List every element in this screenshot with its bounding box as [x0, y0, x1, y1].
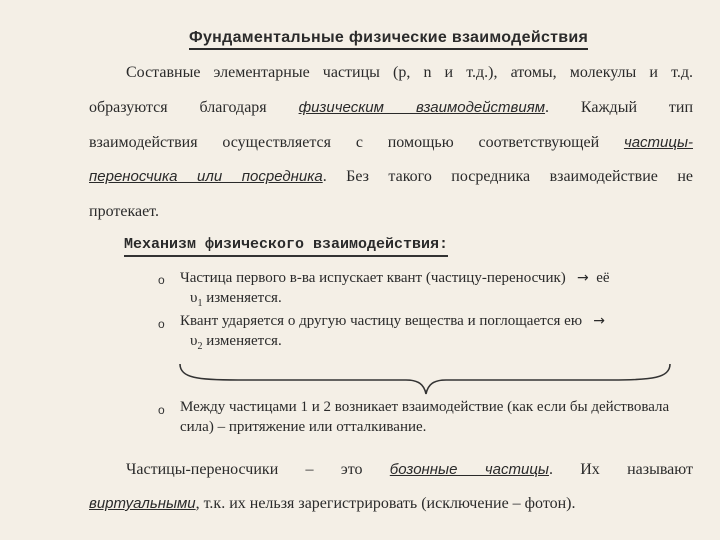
term-physical-interactions: физическим взаимодействиям	[298, 99, 546, 116]
velocity-symbol-1: υ	[190, 290, 198, 306]
bullet-marker-1: o	[158, 273, 165, 287]
bullet-1-tail: её	[596, 270, 610, 286]
intro-line-3	[89, 134, 693, 152]
carriers-text-1b: . Их называют	[548, 461, 694, 478]
arrow-icon: →	[577, 270, 589, 286]
intro-line-4	[89, 168, 693, 186]
bullet-2-line-2-text: изменяется.	[202, 333, 282, 349]
carriers-text-2b: , т.к. их нельзя зарегистрировать (исключение – фотон).	[195, 495, 576, 512]
arrow-icon: →	[593, 313, 606, 329]
bullet-3-line-2	[180, 419, 426, 436]
bullet-marker-3: o	[158, 403, 165, 417]
bullet-2-text: Квант ударяется о другую частицу вещества и поглощается ею	[180, 313, 583, 329]
carriers-line-1	[126, 461, 693, 479]
intro-text-3a: взаимодействия осуществляется с помощью соответствующей	[89, 134, 600, 151]
intro-text-1: Составные элементарные частицы (p, n и т.д.), атомы, молекулы и т.д.	[126, 64, 693, 81]
bullet-2-line-2	[190, 333, 282, 352]
intro-text-2b: . Каждый тип	[545, 99, 694, 116]
intro-text-4b: . Без такого посредника взаимодействие не	[322, 168, 693, 185]
velocity-subscript-1: 1	[197, 298, 203, 309]
term-carrier-particle: частицы-	[623, 134, 693, 151]
page-title: Фундаментальные физические взаимодействия	[189, 29, 588, 50]
bullet-3-line-1	[180, 399, 669, 416]
mechanism-heading: Механизм физического взаимодействия:	[124, 236, 448, 257]
bullet-2-line-1	[180, 313, 605, 330]
term-carrier-or-mediator: переносчика или посредника	[89, 168, 323, 185]
intro-line-5	[89, 203, 693, 221]
velocity-symbol-2: υ	[190, 333, 198, 349]
bullet-marker-2: o	[158, 317, 165, 331]
curly-brace-icon	[178, 362, 672, 396]
intro-text-2a: образуются благодаря	[89, 99, 267, 116]
intro-line-1	[126, 64, 693, 82]
bullet-3-text: Между частицами 1 и 2 возникает взаимодействие (как если бы действовала	[180, 399, 670, 415]
bullet-1-line-2	[190, 290, 282, 309]
intro-line-2	[89, 99, 693, 117]
term-virtual: виртуальными	[89, 495, 196, 512]
bullet-1-line-1	[180, 270, 610, 287]
bullet-1-line-2-text: изменяется.	[202, 290, 282, 306]
term-boson-particles: бозонные частицы	[389, 461, 549, 478]
bullet-3-text-2: сила) – притяжение или отталкивание.	[180, 419, 427, 435]
carriers-line-2	[89, 495, 693, 513]
carriers-text-1a: Частицы-переносчики – это	[126, 461, 363, 478]
bullet-1-text: Частица первого в-ва испускает квант (частицу-переносчик)	[180, 270, 566, 286]
velocity-subscript-2: 2	[197, 341, 203, 352]
intro-text-5: протекает.	[89, 203, 159, 220]
